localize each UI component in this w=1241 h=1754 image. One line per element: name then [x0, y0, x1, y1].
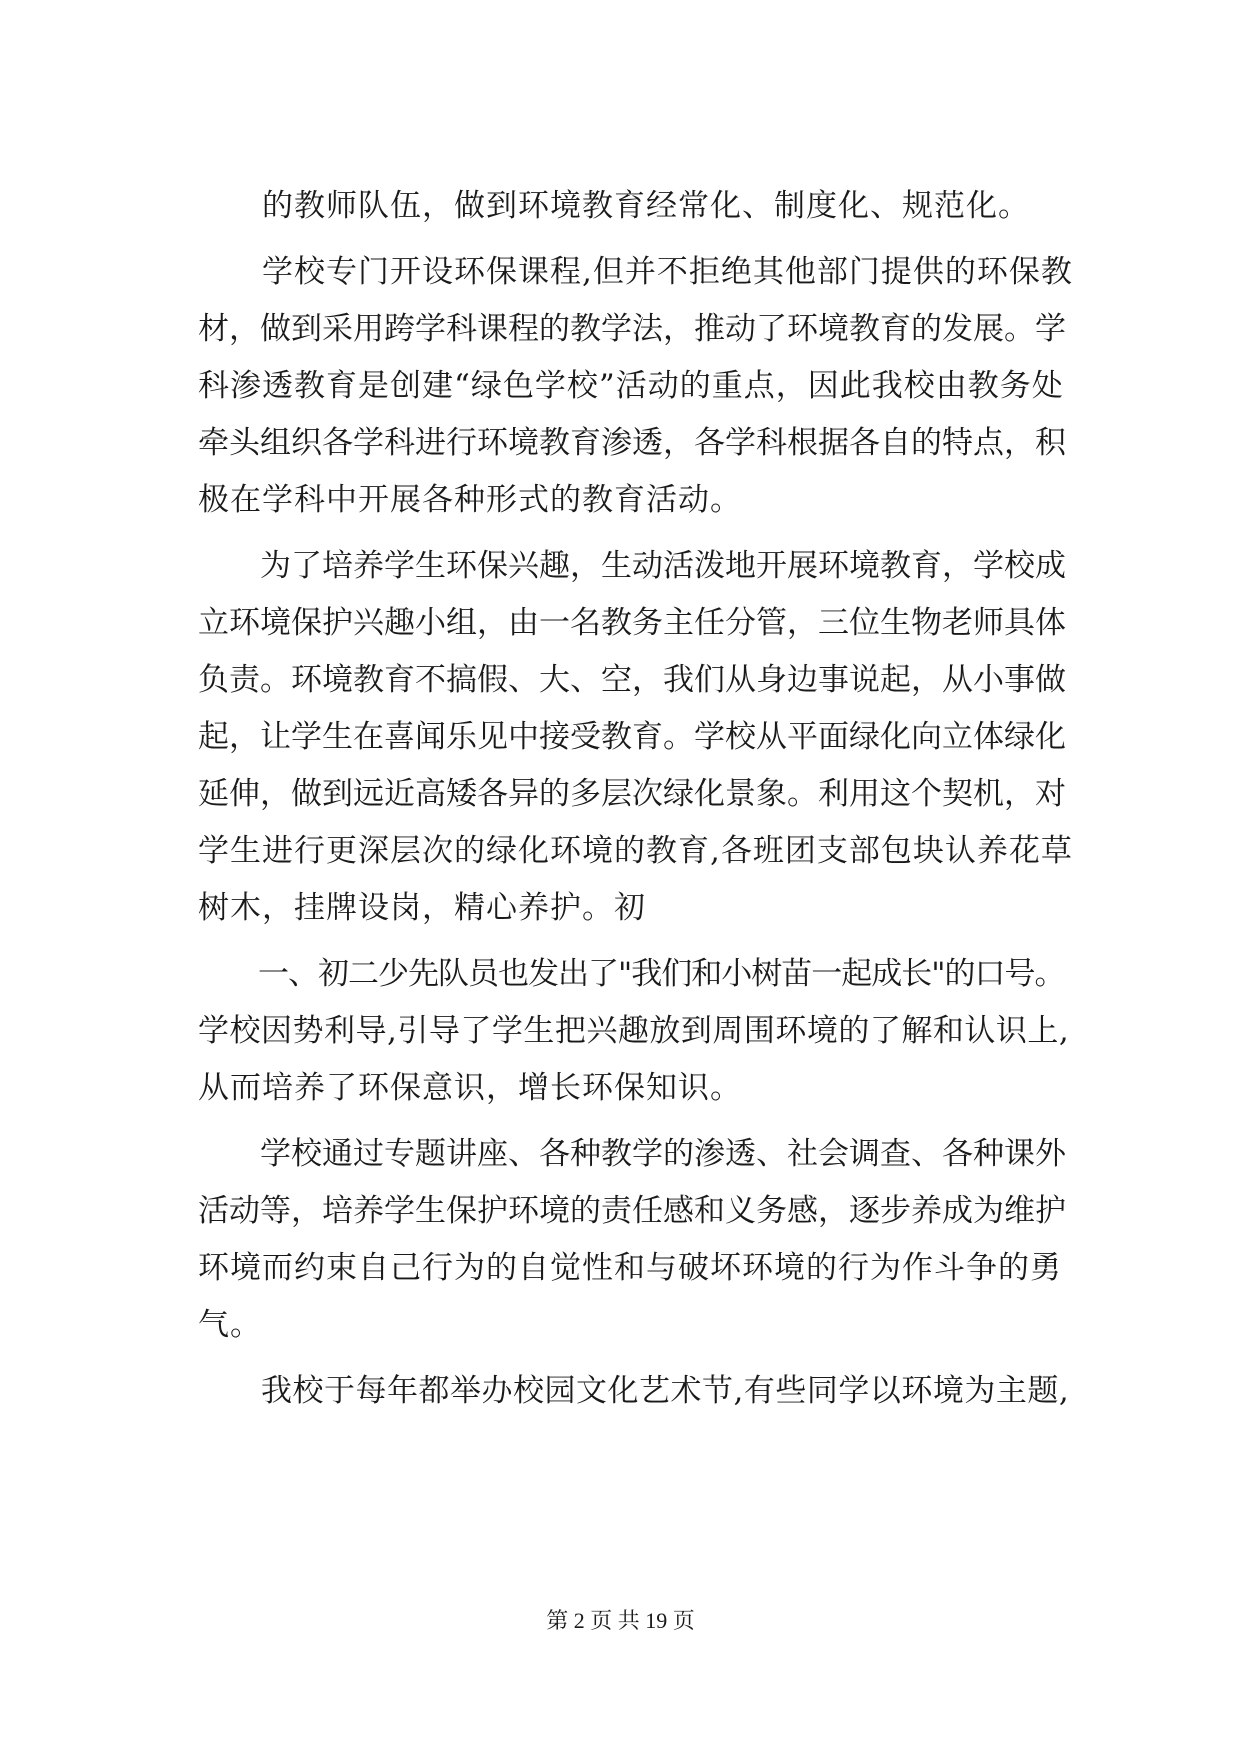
- text-line: 学校因势利导,引导了学生把兴趣放到周围环境的了解和认识上,: [198, 1013, 1070, 1049]
- text-line: 气。: [198, 1307, 262, 1343]
- text-line: 从而培养了环保意识，增长环保知识。: [198, 1070, 742, 1106]
- text-line: 学校通过专题讲座、各种教学的渗透、社会调查、各种课外: [198, 1136, 1066, 1172]
- text-line: 学校专门开设环保课程,但并不拒绝其他部门提供的环保教: [198, 254, 1073, 290]
- text-line: 的教师队伍，做到环境教育经常化、制度化、规范化。: [198, 188, 1030, 224]
- text-line: 起，让学生在喜闻乐见中接受教育。学校从平面绿化向立体绿化: [198, 719, 1066, 755]
- text-line: 材，做到采用跨学科课程的教学法，推动了环境教育的发展。学: [198, 311, 1066, 347]
- text-line: 学生进行更深层次的绿化环境的教育,各班团支部包块认养花草: [198, 833, 1073, 869]
- text-line: 活动等，培养学生保护环境的责任感和义务感，逐步养成为维护: [198, 1193, 1066, 1229]
- text-line: 为了培养学生环保兴趣，生动活泼地开展环境教育，学校成: [198, 548, 1066, 584]
- page-number-footer: 第 2 页 共 19 页: [546, 1608, 695, 1633]
- text-line: 我校于每年都举办校园文化艺术节,有些同学以环境为主题,: [198, 1373, 1070, 1409]
- text-line: 树木，挂牌设岗，精心养护。初: [198, 890, 646, 926]
- text-line: 立环境保护兴趣小组，由一名教务主任分管，三位生物老师具体: [198, 605, 1066, 641]
- text-line: 一、初二少先队员也发出了"我们和小树苗一起成长"的口号。: [198, 956, 1065, 992]
- text-line: 科渗透教育是创建“绿色学校”活动的重点，因此我校由教务处: [198, 368, 1064, 404]
- text-line: 环境而约束自己行为的自觉性和与破坏环境的行为作斗争的勇: [198, 1250, 1062, 1286]
- text-line: 延伸，做到远近高矮各异的多层次绿化景象。利用这个契机，对: [198, 776, 1066, 812]
- text-line: 极在学科中开展各种形式的教育活动。: [198, 482, 742, 518]
- text-line: 牵头组织各学科进行环境教育渗透，各学科根据各自的特点，积: [198, 425, 1066, 461]
- text-line: 负责。环境教育不搞假、大、空，我们从身边事说起，从小事做: [198, 662, 1066, 698]
